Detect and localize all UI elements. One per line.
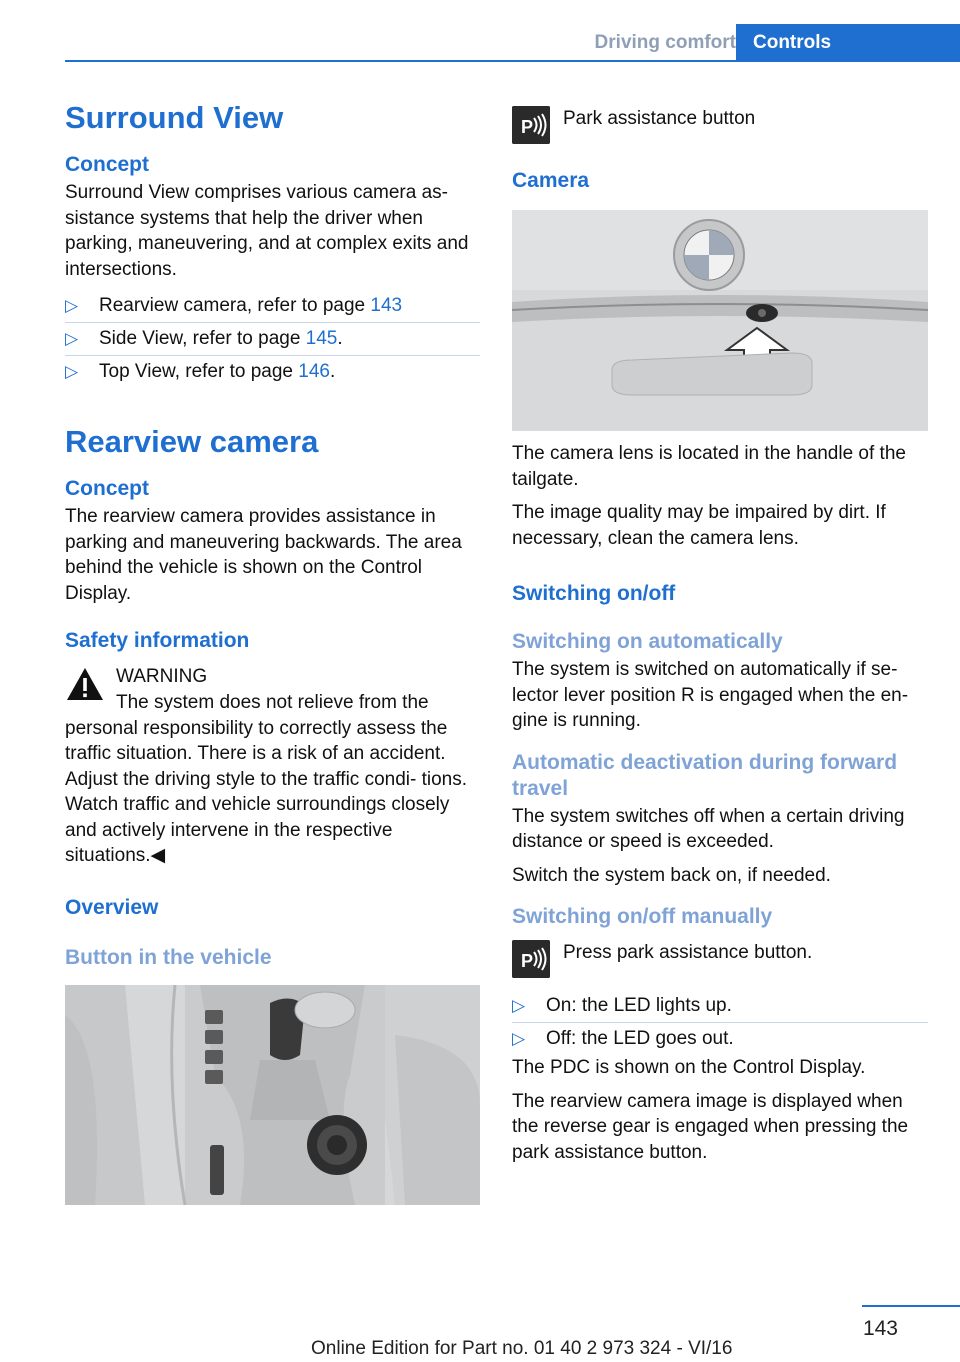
concept-text: Surround View comprises various camera as‐ sistance systems that help the driver when parking, maneuvering, and at complex exits and intersections. [65,182,469,280]
center-console-image [65,985,480,1205]
online-edition-text: Online Edition for Part no. 01 40 2 973 324 - VI/16 [311,1338,733,1359]
list-item-text: Rearview camera, refer to page [99,295,371,316]
park-assistance-button-row [512,106,928,148]
concept-text-2: The rearview camera provides assistance in parking and maneuvering backwards. The area behind the vehicle is shown on the Control Display. [65,506,462,604]
list-item-suffix: . [329,361,336,382]
camera-heading: Camera [512,169,590,192]
camera-text-1: The camera lens is located in the handle of the tailgate. [512,443,906,490]
svg-text:P: P [521,117,534,137]
header-section-label: Driving comfort [594,32,736,53]
page-link-146[interactable]: 146 [298,361,330,382]
warning-label: WARNING [116,666,208,687]
list-item-suffix: . [337,328,343,349]
triangle-bullet-icon: ▷ [65,296,79,315]
press-button-text: Press park assistance button. [563,942,813,963]
warning-triangle-icon [65,666,105,702]
press-button-row [512,940,928,982]
svg-text:P: P [521,951,534,971]
final-text: The rearview camera image is displayed when the reverse gear is engaged when pressing the park assistance button. [512,1090,909,1163]
right-column [512,106,928,1173]
park-assistance-label: Park assistance button [563,108,756,129]
rearview-camera-title: Rearview camera [65,424,319,459]
park-assistance-icon[interactable] [512,940,550,978]
concept-heading-2: Concept [65,477,149,500]
park-assistance-icon[interactable] [512,106,550,144]
list-item [65,356,480,388]
safety-information-heading: Safety information [65,629,250,652]
manual-switching-heading: Switching on/off manually [512,905,773,928]
left-column [65,98,480,1205]
list-item [65,290,480,323]
auto-on-text: The system is switched on automatically if se‐ lector lever position R is engaged when the en‐ gine is running. [512,659,909,731]
tailgate-camera-image [512,210,928,431]
header-tab-controls[interactable]: Controls [736,24,960,62]
auto-on-heading: Switching on automatically [512,630,783,653]
button-in-vehicle-heading: Button in the vehicle [65,945,272,969]
list-item [512,990,928,1023]
header-rule [65,60,960,62]
page-number: 143 [862,1317,898,1340]
camera-text-2: The image quality may be impaired by dirt. If necessary, clean the camera lens. [512,502,886,549]
led-status-list [512,990,928,1055]
warning-block [65,664,480,704]
triangle-bullet-icon: ▷ [512,1029,526,1048]
list-item [65,323,480,356]
triangle-bullet-icon: ▷ [512,996,526,1015]
pdc-text: The PDC is shown on the Control Display. [512,1057,866,1078]
list-item-text: Off: the LED goes out. [546,1028,734,1049]
auto-deactivation-text-1: The system switches off when a certain driving distance or speed is exceeded. [512,805,905,852]
concept-heading: Concept [65,153,149,176]
list-item-text: Side View, refer to page [99,328,306,349]
switching-heading: Switching on/off [512,582,676,605]
warning-text: The system does not relieve from the personal responsibility to correctly assess the traffic situation. There is a risk of an accident. Adjust the driving style to the traffic condi‐ tions. Watch traffic and vehicle surroundings closely and actively intervene in the respective situations.◀ [65,692,468,866]
overview-heading: Overview [65,895,159,919]
surround-view-title: Surround View [65,100,284,135]
auto-deactivation-heading: Automatic deactivation during forward travel [512,750,898,800]
list-item-text: On: the LED lights up. [546,995,732,1016]
list-item-text: Top View, refer to page [99,361,299,382]
footer-rule [862,1305,960,1307]
page-link-143[interactable]: 143 [370,295,403,316]
triangle-bullet-icon: ▷ [65,362,79,381]
triangle-bullet-icon: ▷ [65,329,79,348]
page-link-145[interactable]: 145 [305,328,338,349]
camera-systems-list [65,290,480,388]
auto-deactivation-text-2: Switch the system back on, if needed. [512,864,831,886]
list-item [512,1023,928,1055]
